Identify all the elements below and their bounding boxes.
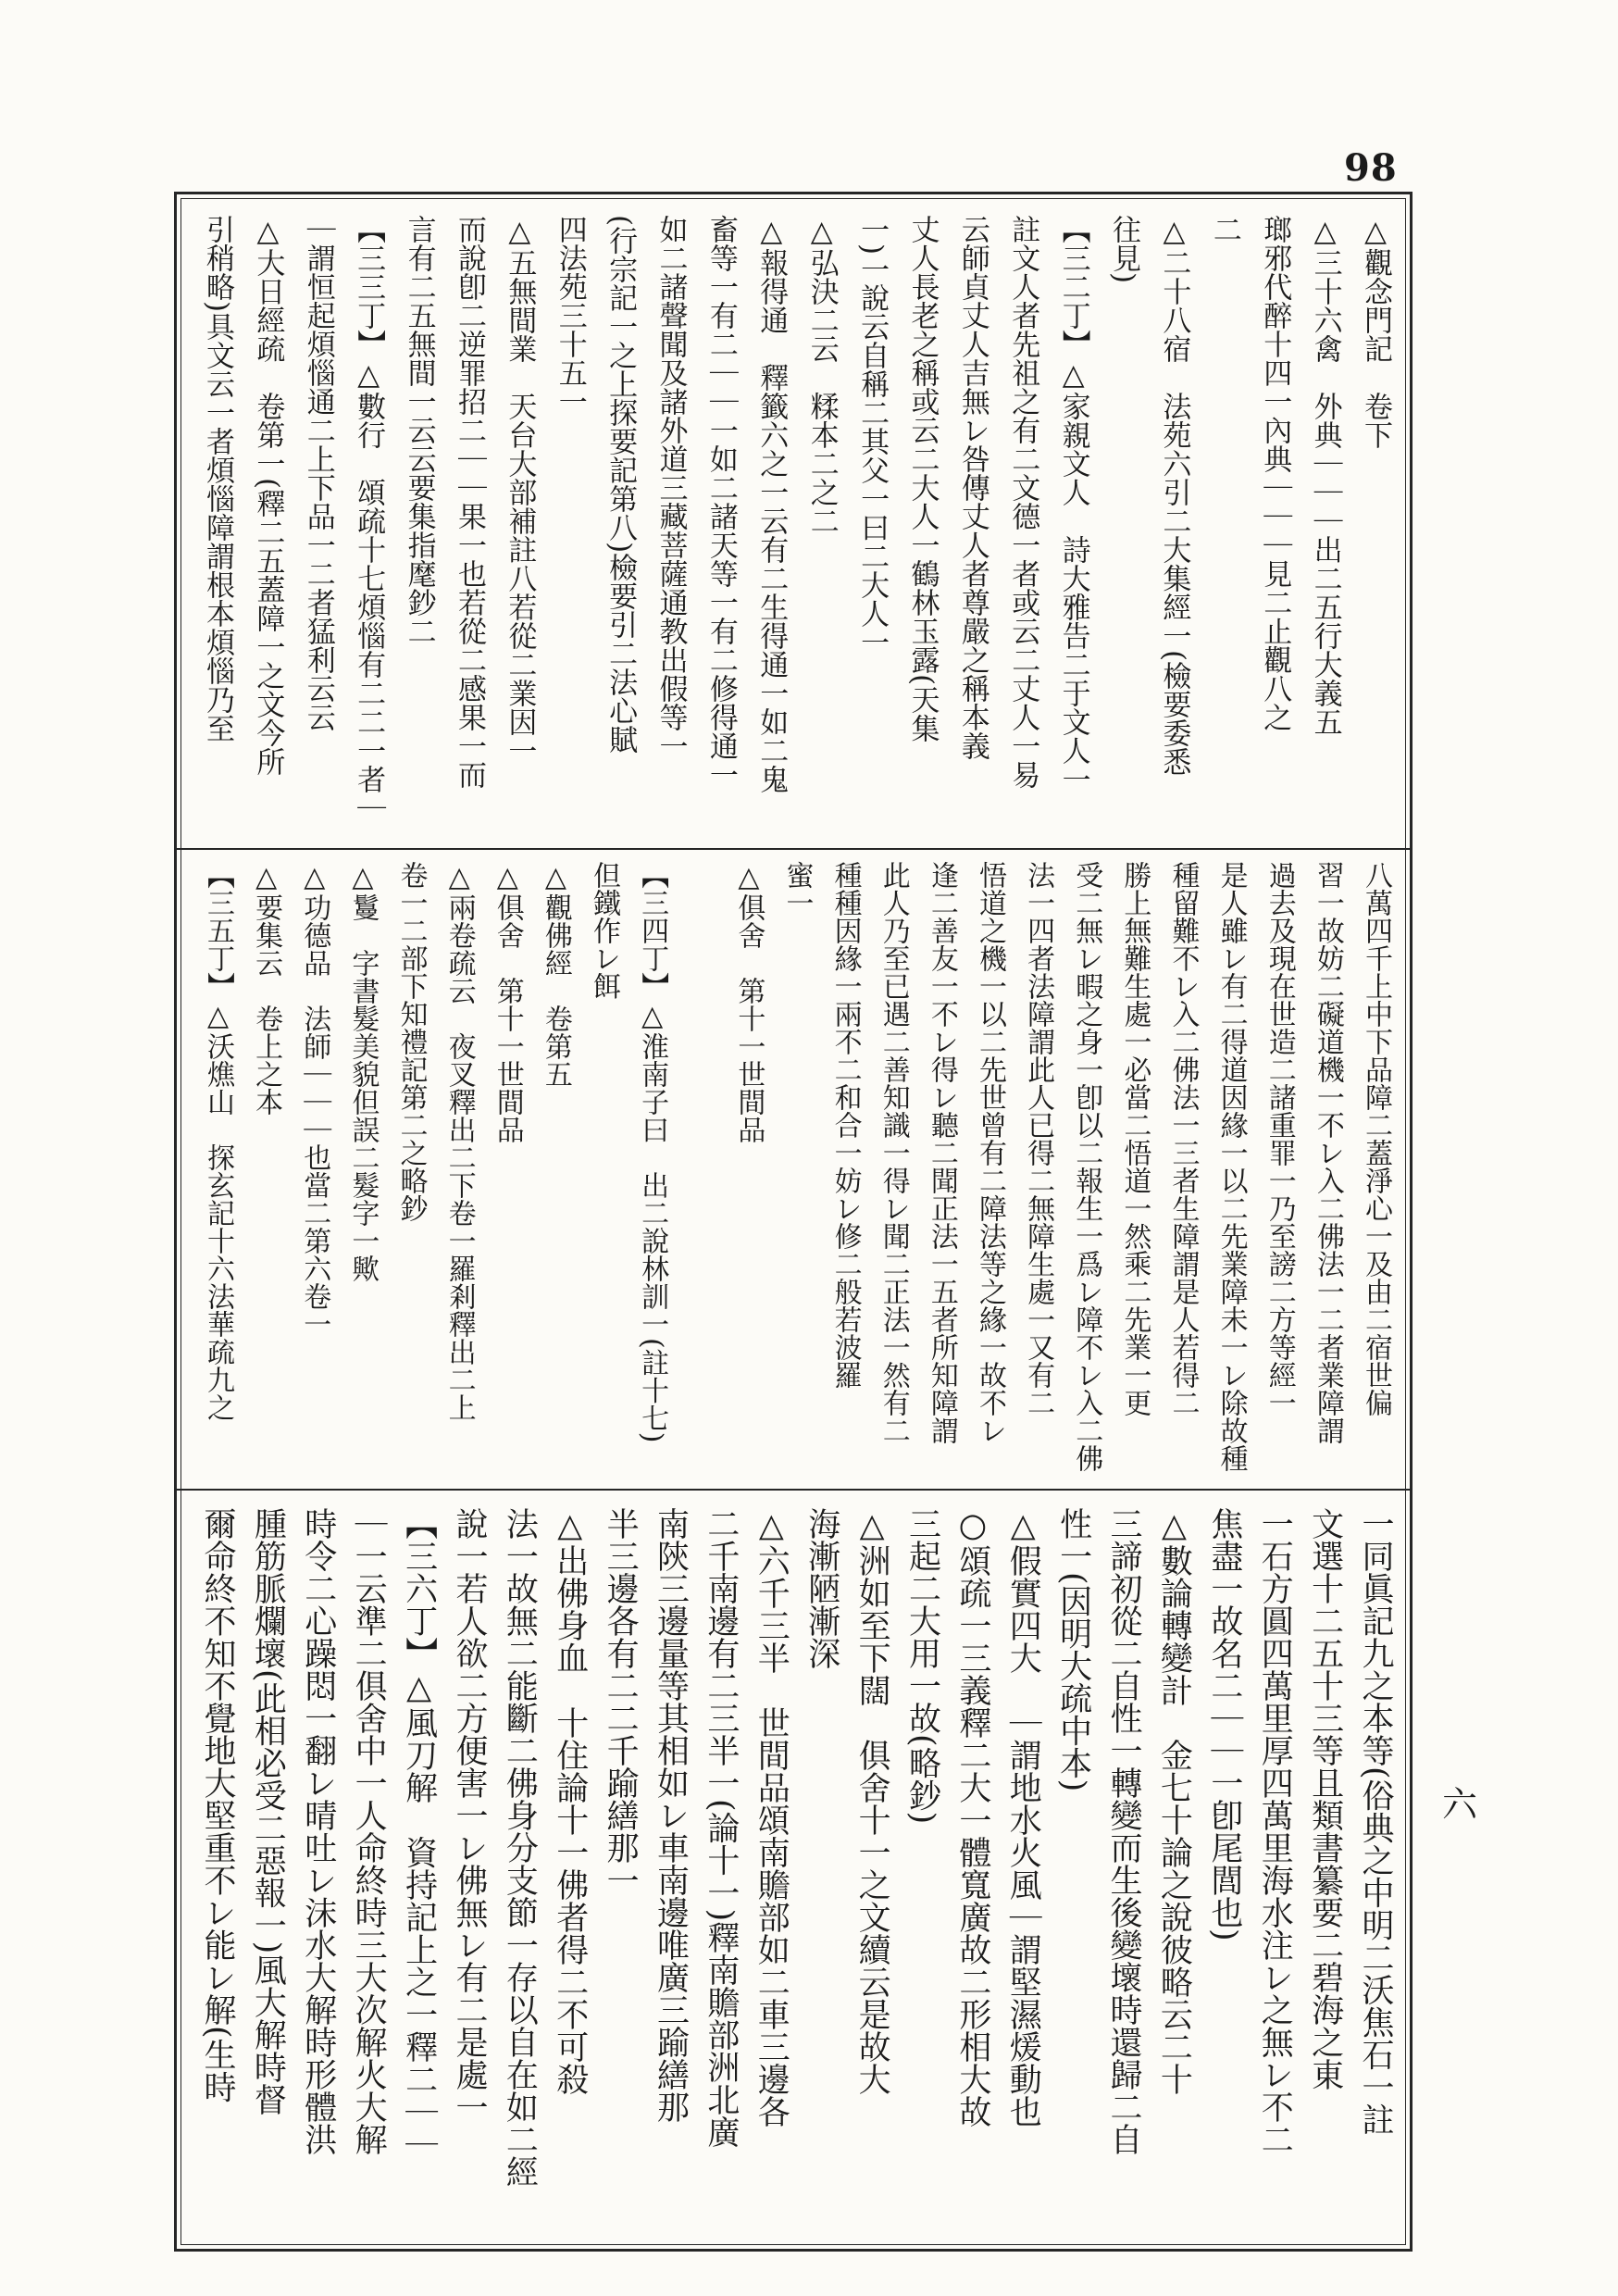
upper-band-column: △二十八宿 法苑六引二大集經一(檢要委悉	[1157, 215, 1191, 777]
lower-band-column: 三諦初從二自性一轉變而生後變壞時還歸二自	[1105, 1507, 1143, 2155]
lower-band-column: 文選十二五十三等且類書纂要二碧海之東	[1306, 1507, 1344, 2090]
lower-band-column: 說一若人欲二方便害一レ佛無レ有二是處一	[450, 1507, 488, 2123]
column-spacer	[676, 861, 724, 1479]
lower-band-column: 半三邊各有二二千踰繕那一	[602, 1507, 640, 1896]
upper-band-column: 註文人者先祖之有二文德一者或云二丈人一易	[1006, 215, 1040, 789]
middle-band-column: △觀佛經 卷第五	[539, 861, 572, 1088]
upper-band-column: 二	[1207, 215, 1241, 243]
band-divider-upper	[174, 848, 1413, 850]
lower-band-column: 性一(因明大疏中本)	[1054, 1507, 1092, 1792]
middle-band-column: 勝上無難生處一必當二悟道一然乘二先業一更	[1118, 861, 1151, 1416]
upper-text-band	[193, 215, 1400, 835]
middle-band-column: 法一四者法障謂此人已得二無障生處一又有二	[1022, 861, 1055, 1416]
middle-band-column: 習一故妨二礙道機一不レ入二佛法一二者業障謂	[1311, 861, 1344, 1444]
middle-band-column: 種留難不レ入二佛法一三者生障謂是人若得二	[1166, 861, 1200, 1416]
middle-band-column: 逢二善友一不レ得レ聽二聞正法一五者所知障謂	[925, 861, 958, 1444]
middle-band-column: 受二無レ暇之身一卽以二報生一爲レ障不レ入二佛	[1070, 861, 1103, 1472]
lower-band-column: 三起二大用一故(略鈔)	[903, 1507, 941, 1825]
middle-band-column: △俱舍 第十一世間品	[491, 861, 524, 1143]
middle-band-column: △鬘 字書髮美貌但誤二髮字一歟	[346, 861, 380, 1282]
upper-band-column: △觀念門記 卷下	[1358, 215, 1392, 449]
upper-band-column: 畜等一有二｜｜一如二諸天等一有二修得通一	[703, 215, 738, 789]
middle-band-column: △俱舍 第十一世間品	[732, 861, 765, 1143]
middle-band-column: 種種因緣一兩不二和合一妨レ修二般若波羅	[828, 861, 862, 1389]
middle-band-column: △要集云 卷上之本	[250, 861, 283, 1116]
middle-band-column: 是人雖レ有二得道因緣一以二先業障未一レ除故種	[1214, 861, 1248, 1472]
upper-band-column: 【三三丁】△數行 頌疏十七煩惱有二二一者｜	[352, 215, 386, 822]
upper-band-column: 【三二丁】△家親文人 詩大雅告二于文人一	[1056, 215, 1090, 793]
lower-band-column: △假實四大 ｜謂地水火風｜謂堅濕煖動也	[1004, 1507, 1042, 2128]
middle-band-column: △兩卷疏云 夜叉釋出二下卷一羅剎釋出二上	[442, 861, 476, 1421]
upper-band-column: ｜謂恒起煩惱通二上下品一二者猛利云云	[301, 215, 335, 731]
upper-band-column: 言有二五無間一云云要集指麾鈔二	[402, 215, 436, 645]
middle-band-column: 蜜一	[780, 861, 814, 917]
middle-band-column: 【三四丁】△淮南子曰 出二說林訓一(註十七)	[636, 861, 669, 1443]
band-divider-lower	[174, 1489, 1413, 1491]
lower-band-column: ｜一云準二俱舍中一人命終時三大次解火大解	[350, 1507, 388, 2155]
page-number: 98	[1344, 146, 1398, 190]
upper-band-column: △弘決二云 糅本二之二	[804, 215, 839, 535]
lower-band-column: 南陝三邊量等其相如レ車南邊唯廣三踰繕那	[652, 1507, 690, 2123]
lower-band-column: △洲如至下闊 俱舍十一之文續云是故大	[853, 1507, 891, 2095]
lower-band-column: 法一故無二能斷二佛身分支節一存以自在如二經	[501, 1507, 539, 2188]
lower-band-column: 海漸陋漸深	[803, 1507, 840, 1669]
lower-band-column: 二千南邊有二三半一(論十一)釋南贍部洲北廣	[702, 1507, 740, 2149]
middle-band-column: 但鐵作レ餌	[588, 861, 620, 1000]
upper-band-column: △報得通 釋籤六之一云有二生得通一如二鬼	[754, 215, 789, 793]
lower-band-column: ○頌疏一三義釋二大一體寬廣故二形相大故	[953, 1507, 991, 2128]
upper-band-column: 一)一說云自稱二其父一曰二大人一	[855, 215, 890, 657]
lower-band-column: 【三六丁】△風刀解 資持記上之一釋二｜｜	[400, 1507, 438, 2160]
margin-page-mark: 六	[1442, 1784, 1478, 1825]
middle-band-column: 卷一二部下知禮記第二之略鈔	[394, 861, 428, 1222]
upper-band-column: 四法苑三十五一	[553, 215, 587, 416]
lower-band-column: 時令二心躁悶一翻レ晴吐レ沫水大解時形體洪	[299, 1507, 337, 2155]
upper-band-column: 如二諸聲聞及諸外道三藏菩薩通教出假等一	[653, 215, 688, 760]
lower-band-column: 一同眞記九之本等(俗典之中明二沃焦石一註	[1356, 1507, 1394, 2136]
lower-band-column: 焦盡一故名二｜｜一卽尾閭也)	[1205, 1507, 1243, 1941]
lower-band-column: 爾命終不知不覺地大堅重不レ能レ解(生時	[199, 1507, 236, 2103]
middle-text-band	[193, 861, 1400, 1479]
upper-band-column: △五無間業 天台大部補註八若從二業因一	[503, 215, 537, 765]
lower-text-band	[193, 1507, 1400, 2240]
lower-band-column: △數論轉變計 金七十論之說彼略云二十	[1155, 1507, 1193, 2095]
lower-band-column: 腫筋脈爛壞(此相必受二惡報一)風大解時督	[249, 1507, 287, 2116]
upper-band-column: 引稍略)具文云一者煩惱障謂根本煩惱乃至	[201, 215, 234, 743]
middle-band-column: △功德品 法師｜｜｜也當二第六卷一	[298, 861, 331, 1338]
middle-band-column: 過去及現在世造二諸重罪一乃至謗二方等經一	[1263, 861, 1296, 1416]
upper-band-column: (行宗記一之上探要記第八)檢要引二法心賦	[604, 215, 638, 755]
upper-band-column: △三十六禽 外典｜｜｜出二五行大義五	[1308, 215, 1342, 736]
upper-band-column: 往見)	[1107, 215, 1141, 284]
middle-band-column: 此人乃至已遇二善知識一得レ聞二正法一然有二	[877, 861, 910, 1444]
middle-band-column: 悟道之機一以二先世曾有二障法等之緣一故不レ	[974, 861, 1006, 1444]
middle-band-column: 八萬四千上中下品障二蓋淨心一及由二宿世偏	[1360, 861, 1392, 1416]
upper-band-column: 瑯邪代醉十四一內典｜｜｜見二止觀八之	[1258, 215, 1292, 731]
middle-band-column: 【三五丁】△沃燋山 探玄記十六法華疏九之	[202, 861, 234, 1421]
upper-band-column: 云師貞丈人吉無レ咎傳丈人者尊嚴之稱本義	[955, 215, 989, 760]
lower-band-column: △出佛身血 十住論十一佛者得二不可殺	[551, 1507, 589, 2095]
upper-band-column: △大日經疏 卷第一(釋二五蓋障一之文今所	[251, 215, 285, 777]
lower-band-column: 一石方圓四萬里厚四萬里海水注レ之無レ不二	[1256, 1507, 1294, 2155]
lower-band-column: △六千三半 世間品頌南贍部如二車三邊各	[753, 1507, 790, 2128]
upper-band-column: 丈人長老之稱或云二大人一鶴林玉露(天集	[905, 215, 940, 743]
upper-band-column: 而說卽二逆罪招二｜｜果一也若從二感果一而	[452, 215, 486, 789]
